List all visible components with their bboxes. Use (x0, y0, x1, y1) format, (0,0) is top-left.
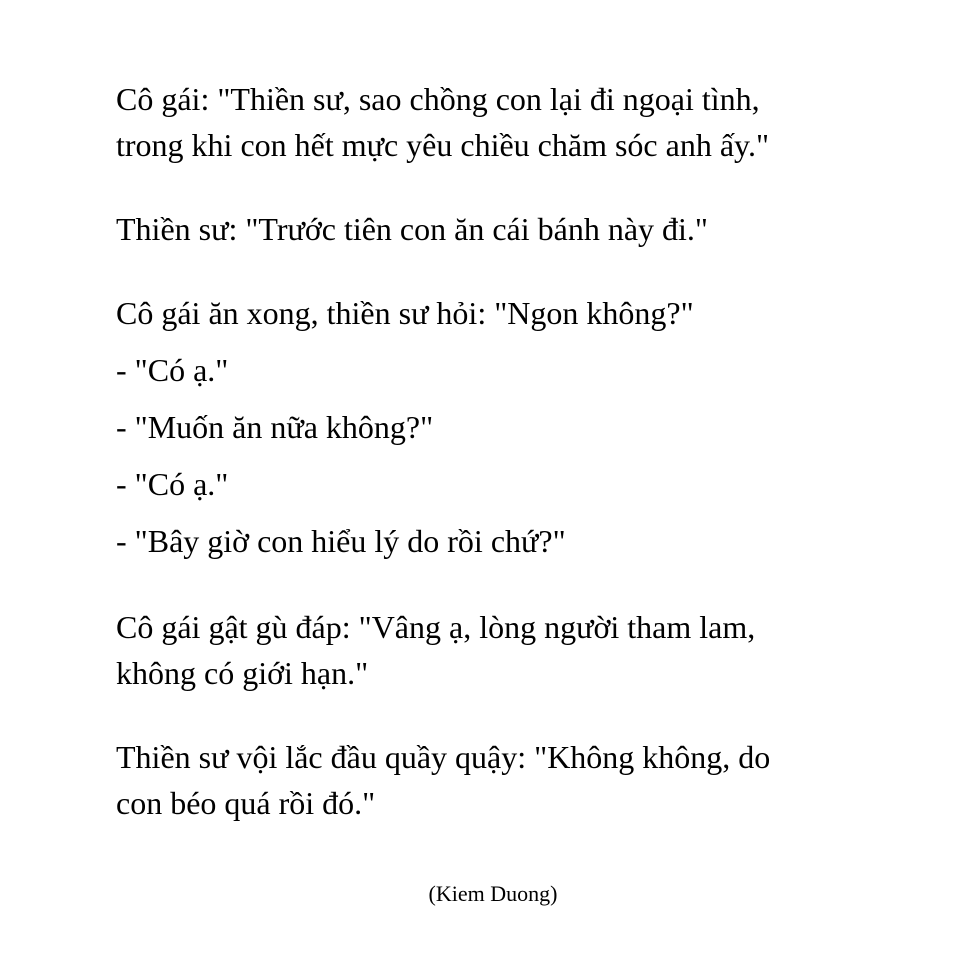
paragraph-girl-answer: Cô gái gật gù đáp: "Vâng ạ, lòng người tham lam, không có giới hạn." (116, 609, 756, 691)
dialog-line: - "Có ạ." (116, 352, 229, 388)
author-attribution: (Kiem Duong) (428, 881, 558, 906)
paragraph-question: Cô gái: "Thiền sư, sao chồng con lại đi ngoại tình, trong khi con hết mực yêu chiều chăm sóc anh ấy." (116, 81, 770, 163)
paragraph-master-offer: Thiền sư: "Trước tiên con ăn cái bánh này đi." (116, 211, 708, 247)
dialog-line: - "Bây giờ con hiểu lý do rồi chứ?" (116, 523, 566, 559)
dialog-line: - "Có ạ." (116, 466, 229, 502)
dialog-line: - "Muốn ăn nữa không?" (116, 409, 434, 445)
paragraph-master-asks: Cô gái ăn xong, thiền sư hỏi: "Ngon không?" (116, 295, 694, 331)
paragraph-punchline: Thiền sư vội lắc đầu quầy quậy: "Không không, do con béo quá rồi đó." (116, 739, 771, 821)
story-body (116, 76, 916, 826)
